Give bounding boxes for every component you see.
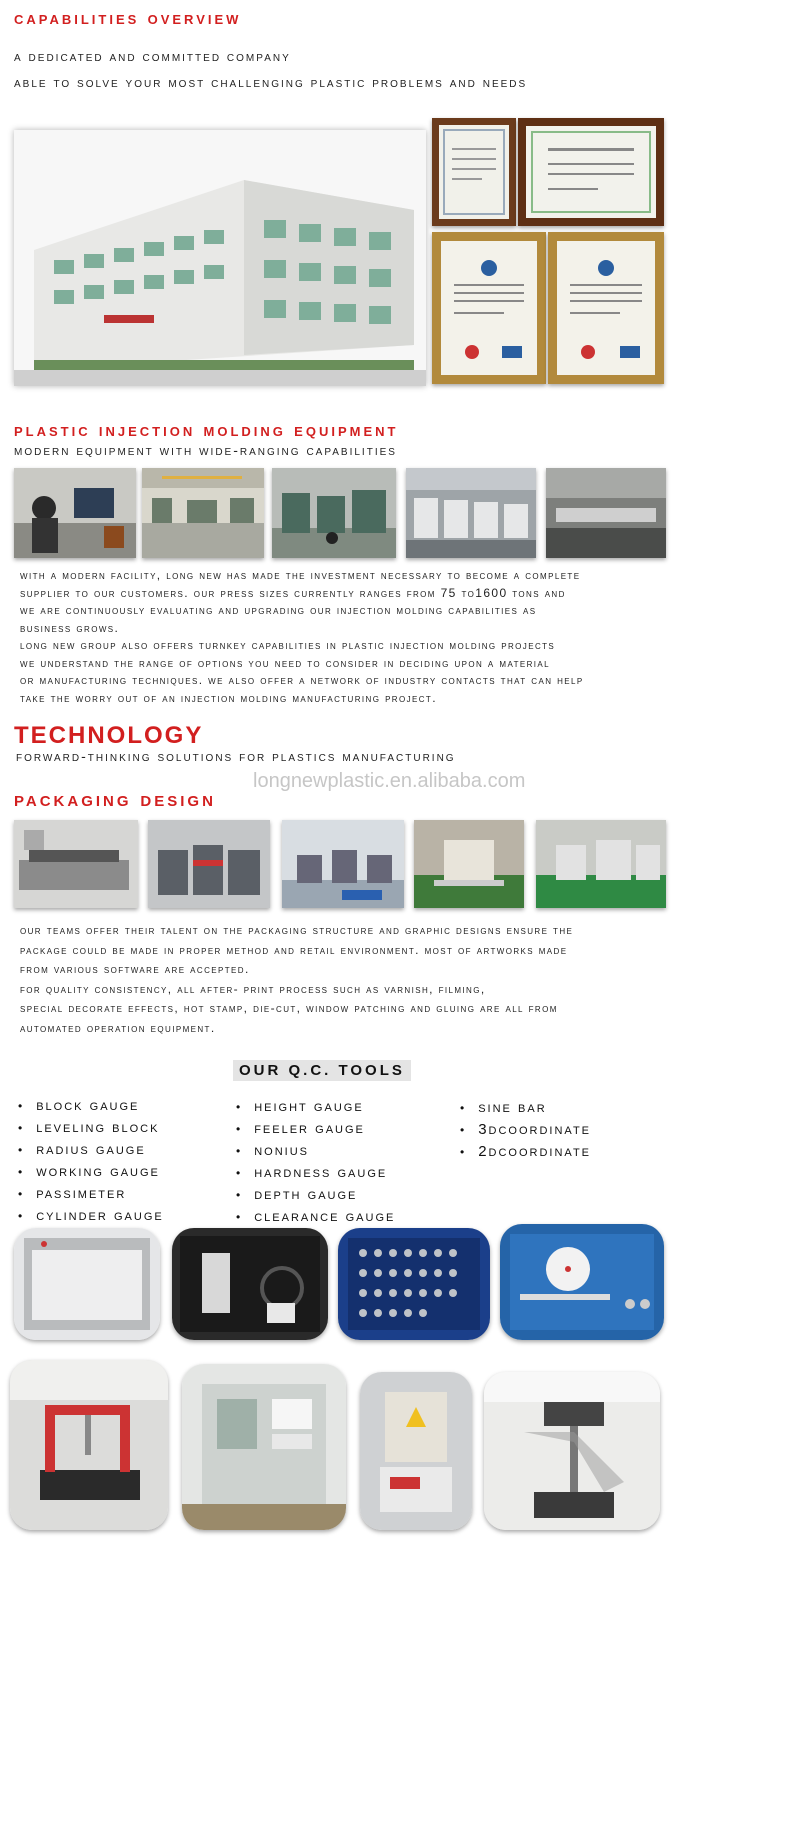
qc-list-column-2	[236, 1096, 395, 1228]
qc-photo-melt-indexer	[360, 1372, 472, 1530]
packaging-paragraph	[20, 921, 573, 1038]
equipment-photo-1	[14, 468, 136, 558]
qc-list-item: • nonius	[236, 1140, 395, 1162]
capabilities-line-1: a dedicated and committed company	[14, 48, 291, 64]
equipment-paragraph-line: we understand the range of options you need to consider in deciding upon a material	[20, 655, 551, 670]
certificate-photo-4	[548, 232, 664, 384]
watermark-text: longnewplastic.en.alibaba.com	[253, 770, 526, 792]
equipment-title: plastic injection molding equipment	[14, 420, 399, 441]
certificate-photo-2	[518, 118, 664, 226]
packaging-photo-5	[536, 820, 666, 908]
qc-list-column-3	[460, 1097, 591, 1163]
qc-photo-force-gauge	[500, 1224, 664, 1340]
qc-list-item: • clearance gauge	[236, 1206, 395, 1228]
packaging-paragraph-line: special decorate effects, hot stamp, die-cut, window patching and gluing are all from	[20, 1001, 558, 1015]
equipment-photo-2	[142, 468, 264, 558]
equipment-paragraph-line: we are continuously evaluating and upgrading our injection molding capabilities as	[20, 603, 537, 617]
factory-building-photo	[14, 130, 426, 386]
equipment-photo-4	[406, 468, 536, 558]
qc-list-item: • hardness gauge	[236, 1162, 395, 1184]
qc-photo-instrument-case	[172, 1228, 328, 1340]
qc-list-item: • 3dcoordinate	[460, 1119, 591, 1141]
packaging-photo-2	[148, 820, 270, 908]
equipment-photo-5	[546, 468, 666, 558]
packaging-paragraph-line: package could be made in proper method and retail environment. most of artworks made	[20, 942, 568, 957]
capabilities-title: capabilities overview	[14, 8, 242, 29]
qc-title: OUR Q.C. TOOLS	[233, 1060, 411, 1081]
equipment-paragraph-line: or manufacturing techniques. we also offer a network of industry contacts that can help	[20, 673, 584, 687]
qc-list-item: • passimeter	[18, 1183, 164, 1205]
equipment-paragraph-line: with a modern facility, long new has made the investment necessary to become a complete	[20, 568, 581, 582]
qc-list-item: • 2dcoordinate	[460, 1141, 591, 1163]
equipment-photo-3	[272, 468, 396, 558]
equipment-paragraph-line: business grows.	[20, 620, 120, 635]
qc-list-item: • cylinder gauge	[18, 1205, 164, 1227]
packaging-paragraph-line: automated operation equipment.	[20, 1020, 216, 1035]
qc-photo-impact-tester	[484, 1372, 660, 1530]
packaging-photo-4	[414, 820, 524, 908]
qc-photo-cmm-machine	[10, 1360, 168, 1530]
qc-list-item: • radius gauge	[18, 1139, 164, 1161]
qc-list-item: • working gauge	[18, 1161, 164, 1183]
qc-photo-light-box	[14, 1228, 160, 1340]
qc-photo-gauge-pins	[338, 1228, 490, 1340]
qc-list-item: • feeler gauge	[236, 1118, 395, 1140]
packaging-title: packaging design	[14, 788, 216, 811]
equipment-paragraph-line: long new group also offers turnkey capabilities in plastic injection molding projects	[20, 638, 556, 652]
technology-subtitle: forward-thinking solutions for plastics manufacturing	[16, 748, 456, 764]
qc-list-item: • block gauge	[18, 1095, 164, 1117]
qc-list-column-1	[18, 1095, 164, 1227]
qc-photo-test-cabinet	[182, 1364, 346, 1530]
equipment-paragraph-line: take the worry out of an injection molding manufacturing project.	[20, 690, 437, 705]
certificate-photo-1	[432, 118, 516, 226]
packaging-photo-1	[14, 820, 138, 908]
packaging-paragraph-line: from various software are accepted.	[20, 962, 250, 976]
certificate-photo-3	[432, 232, 546, 384]
packaging-paragraph-line: our teams offer their talent on the packaging structure and graphic designs ensure the	[20, 923, 574, 937]
packaging-photo-3	[282, 820, 404, 908]
equipment-paragraph	[20, 567, 584, 707]
qc-list-item: • sine bar	[460, 1097, 591, 1119]
equipment-paragraph-line: supplier to our customers. our press sizes currently ranges from 75 to1600 tons and	[20, 585, 566, 600]
qc-list-item: • leveling block	[18, 1117, 164, 1139]
equipment-subtitle: modern equipment with wide-ranging capabilities	[14, 442, 397, 458]
capabilities-line-2: able to solve your most challenging plastic problems and needs	[14, 74, 528, 90]
qc-list-item: • depth gauge	[236, 1184, 395, 1206]
qc-list-item: • height gauge	[236, 1096, 395, 1118]
packaging-paragraph-line: for quality consistency, all after- print process such as varnish, filming,	[20, 981, 486, 996]
technology-title: TECHNOLOGY	[14, 722, 204, 749]
